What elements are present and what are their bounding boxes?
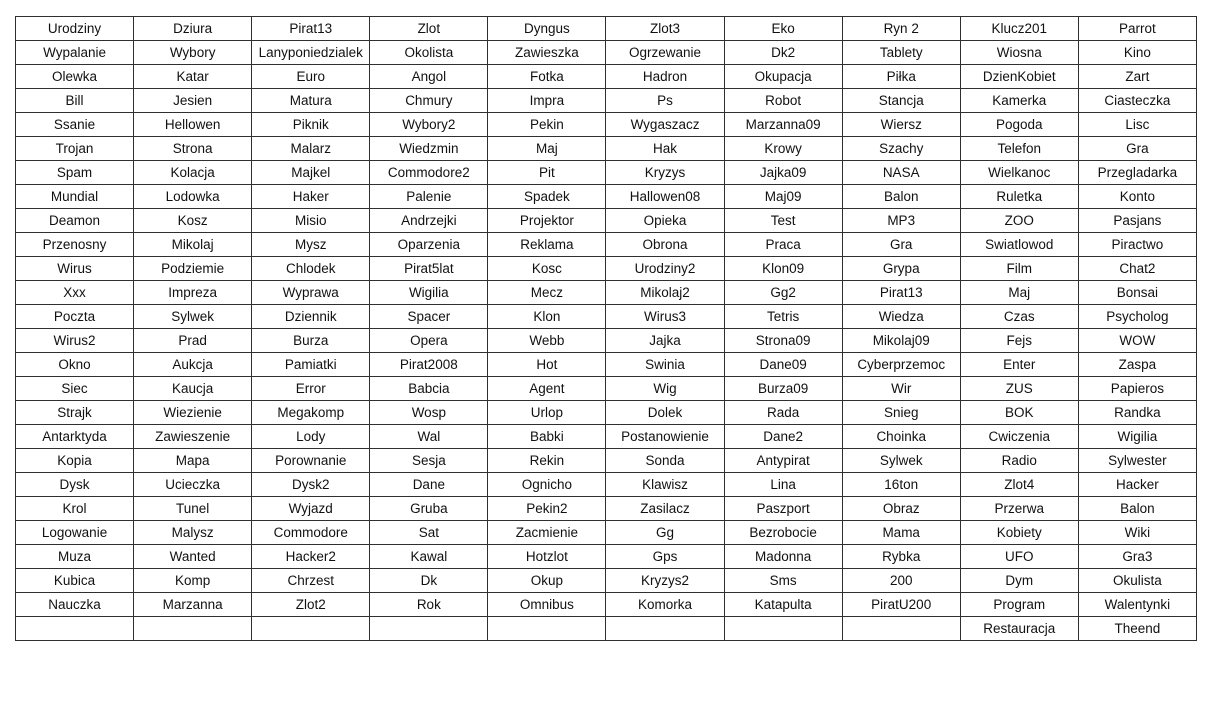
table-cell: Kaucja: [134, 377, 252, 401]
table-cell: Muza: [16, 545, 134, 569]
table-cell: Kobiety: [960, 521, 1078, 545]
table-cell: Sat: [370, 521, 488, 545]
table-cell: Przegladarka: [1078, 161, 1196, 185]
table-cell: Haker: [252, 185, 370, 209]
table-cell: Lisc: [1078, 113, 1196, 137]
table-cell: Praca: [724, 233, 842, 257]
table-cell: Wigilia: [370, 281, 488, 305]
table-cell: Dysk: [16, 473, 134, 497]
table-cell: Lodowka: [134, 185, 252, 209]
table-cell: [252, 617, 370, 641]
table-cell: Trojan: [16, 137, 134, 161]
table-row: [16, 353, 1197, 377]
table-row: [16, 113, 1197, 137]
table-cell: Zlot: [370, 17, 488, 41]
table-cell: Radio: [960, 449, 1078, 473]
table-cell: Chrzest: [252, 569, 370, 593]
table-cell: Program: [960, 593, 1078, 617]
table-cell: Test: [724, 209, 842, 233]
table-cell: Hot: [488, 353, 606, 377]
table-cell: Kawal: [370, 545, 488, 569]
table-cell: Piknik: [252, 113, 370, 137]
table-cell: Ogrzewanie: [606, 41, 724, 65]
table-cell: Bonsai: [1078, 281, 1196, 305]
table-cell: Cyberprzemoc: [842, 353, 960, 377]
table-cell: Okupacja: [724, 65, 842, 89]
table-cell: Wosp: [370, 401, 488, 425]
table-cell: Wybory: [134, 41, 252, 65]
table-cell: Hadron: [606, 65, 724, 89]
table-cell: Wig: [606, 377, 724, 401]
table-cell: Sonda: [606, 449, 724, 473]
table-cell: [488, 617, 606, 641]
table-cell: Randka: [1078, 401, 1196, 425]
table-cell: Marzanna: [134, 593, 252, 617]
table-cell: Andrzejki: [370, 209, 488, 233]
table-cell: Maj: [960, 281, 1078, 305]
table-cell: Impra: [488, 89, 606, 113]
table-cell: Film: [960, 257, 1078, 281]
table-cell: Babcia: [370, 377, 488, 401]
table-cell: Rok: [370, 593, 488, 617]
table-cell: Deamon: [16, 209, 134, 233]
table-cell: DzienKobiet: [960, 65, 1078, 89]
table-cell: Euro: [252, 65, 370, 89]
table-cell: Tunel: [134, 497, 252, 521]
table-cell: Okno: [16, 353, 134, 377]
table-cell: Olewka: [16, 65, 134, 89]
table-cell: Wygaszacz: [606, 113, 724, 137]
table-cell: Wanted: [134, 545, 252, 569]
table-cell: Kryzys2: [606, 569, 724, 593]
table-cell: Katapulta: [724, 593, 842, 617]
table-cell: Obraz: [842, 497, 960, 521]
table-cell: Dziennik: [252, 305, 370, 329]
table-cell: Dane: [370, 473, 488, 497]
table-cell: Burza: [252, 329, 370, 353]
table-cell: Gra3: [1078, 545, 1196, 569]
table-cell: MP3: [842, 209, 960, 233]
table-cell: Jajka09: [724, 161, 842, 185]
table-cell: Ps: [606, 89, 724, 113]
table-cell: Gg: [606, 521, 724, 545]
table-cell: Strona: [134, 137, 252, 161]
table-row: [16, 17, 1197, 41]
table-cell: Balon: [1078, 497, 1196, 521]
table-row: [16, 449, 1197, 473]
table-cell: Piłka: [842, 65, 960, 89]
table-cell: Okulista: [1078, 569, 1196, 593]
table-cell: Dym: [960, 569, 1078, 593]
table-cell: Commodore: [252, 521, 370, 545]
table-cell: Tablety: [842, 41, 960, 65]
word-grid-body: [16, 17, 1197, 641]
table-cell: Wirus: [16, 257, 134, 281]
table-cell: Mikolaj: [134, 233, 252, 257]
table-cell: Postanowienie: [606, 425, 724, 449]
table-cell: Dane2: [724, 425, 842, 449]
table-cell: Wiedza: [842, 305, 960, 329]
table-cell: Palenie: [370, 185, 488, 209]
table-cell: Dziura: [134, 17, 252, 41]
word-grid-table: [15, 16, 1197, 641]
table-cell: Szachy: [842, 137, 960, 161]
table-cell: Wigilia: [1078, 425, 1196, 449]
table-cell: Ruletka: [960, 185, 1078, 209]
table-cell: Pirat5lat: [370, 257, 488, 281]
table-cell: Wiki: [1078, 521, 1196, 545]
table-cell: Fotka: [488, 65, 606, 89]
table-cell: 16ton: [842, 473, 960, 497]
table-cell: Konto: [1078, 185, 1196, 209]
table-cell: NASA: [842, 161, 960, 185]
table-cell: Klucz201: [960, 17, 1078, 41]
table-row: [16, 401, 1197, 425]
table-cell: UFO: [960, 545, 1078, 569]
table-cell: Spacer: [370, 305, 488, 329]
table-cell: Rekin: [488, 449, 606, 473]
table-cell: Zaspa: [1078, 353, 1196, 377]
table-cell: Mapa: [134, 449, 252, 473]
table-row: [16, 185, 1197, 209]
table-cell: Restauracja: [960, 617, 1078, 641]
table-cell: Jajka: [606, 329, 724, 353]
table-cell: Stancja: [842, 89, 960, 113]
table-cell: Komorka: [606, 593, 724, 617]
table-row: [16, 329, 1197, 353]
table-cell: Hellowen: [134, 113, 252, 137]
table-cell: Walentynki: [1078, 593, 1196, 617]
table-cell: Impreza: [134, 281, 252, 305]
table-row: [16, 617, 1197, 641]
table-cell: [370, 617, 488, 641]
table-cell: Ciasteczka: [1078, 89, 1196, 113]
table-cell: Agent: [488, 377, 606, 401]
table-cell: Chat2: [1078, 257, 1196, 281]
table-cell: Pirat2008: [370, 353, 488, 377]
table-cell: Urodziny2: [606, 257, 724, 281]
table-cell: Bill: [16, 89, 134, 113]
table-cell: [134, 617, 252, 641]
table-cell: Papieros: [1078, 377, 1196, 401]
table-cell: Pekin2: [488, 497, 606, 521]
table-cell: Bezrobocie: [724, 521, 842, 545]
table-cell: Madonna: [724, 545, 842, 569]
table-cell: Gruba: [370, 497, 488, 521]
table-cell: Sylwester: [1078, 449, 1196, 473]
table-cell: Kino: [1078, 41, 1196, 65]
table-cell: Opera: [370, 329, 488, 353]
table-cell: Pekin: [488, 113, 606, 137]
table-cell: Dolek: [606, 401, 724, 425]
table-cell: Siec: [16, 377, 134, 401]
table-cell: Balon: [842, 185, 960, 209]
table-row: [16, 545, 1197, 569]
table-cell: Pasjans: [1078, 209, 1196, 233]
table-cell: Sesja: [370, 449, 488, 473]
table-cell: Telefon: [960, 137, 1078, 161]
table-cell: Fejs: [960, 329, 1078, 353]
table-cell: Zlot2: [252, 593, 370, 617]
table-cell: Marzanna09: [724, 113, 842, 137]
table-cell: Okup: [488, 569, 606, 593]
table-cell: Strona09: [724, 329, 842, 353]
table-cell: Oparzenia: [370, 233, 488, 257]
table-row: [16, 137, 1197, 161]
table-row: [16, 425, 1197, 449]
table-cell: Prad: [134, 329, 252, 353]
table-cell: Przerwa: [960, 497, 1078, 521]
table-cell: PiratU200: [842, 593, 960, 617]
table-cell: Hotzlot: [488, 545, 606, 569]
table-cell: Sms: [724, 569, 842, 593]
table-cell: Dane09: [724, 353, 842, 377]
table-row: [16, 89, 1197, 113]
table-cell: Maj09: [724, 185, 842, 209]
table-cell: Lody: [252, 425, 370, 449]
table-cell: Urodziny: [16, 17, 134, 41]
table-row: [16, 161, 1197, 185]
table-cell: Rybka: [842, 545, 960, 569]
table-cell: ZOO: [960, 209, 1078, 233]
table-cell: Urlop: [488, 401, 606, 425]
table-cell: Zasilacz: [606, 497, 724, 521]
table-cell: Zawieszenie: [134, 425, 252, 449]
table-cell: Ryn 2: [842, 17, 960, 41]
table-row: [16, 233, 1197, 257]
table-cell: Zacmienie: [488, 521, 606, 545]
table-row: [16, 209, 1197, 233]
table-cell: Pirat13: [842, 281, 960, 305]
table-cell: Dk2: [724, 41, 842, 65]
table-cell: Kopia: [16, 449, 134, 473]
table-cell: Poczta: [16, 305, 134, 329]
table-cell: Gg2: [724, 281, 842, 305]
table-cell: Eko: [724, 17, 842, 41]
table-cell: Lanyponiedzialek: [252, 41, 370, 65]
table-cell: Wiersz: [842, 113, 960, 137]
table-row: [16, 305, 1197, 329]
table-cell: Pit: [488, 161, 606, 185]
table-cell: Nauczka: [16, 593, 134, 617]
table-cell: Ucieczka: [134, 473, 252, 497]
table-cell: Wirus3: [606, 305, 724, 329]
table-cell: Enter: [960, 353, 1078, 377]
table-cell: Megakomp: [252, 401, 370, 425]
table-cell: Pirat13: [252, 17, 370, 41]
table-cell: [606, 617, 724, 641]
table-cell: Angol: [370, 65, 488, 89]
table-cell: Mama: [842, 521, 960, 545]
table-cell: [724, 617, 842, 641]
table-cell: Projektor: [488, 209, 606, 233]
table-cell: Maj: [488, 137, 606, 161]
table-cell: Wiosna: [960, 41, 1078, 65]
table-cell: Dyngus: [488, 17, 606, 41]
table-cell: Mundial: [16, 185, 134, 209]
table-cell: Ognicho: [488, 473, 606, 497]
table-cell: Hallowen08: [606, 185, 724, 209]
table-row: [16, 521, 1197, 545]
table-cell: Hacker: [1078, 473, 1196, 497]
table-cell: Paszport: [724, 497, 842, 521]
table-cell: Zawieszka: [488, 41, 606, 65]
table-row: [16, 569, 1197, 593]
table-cell: Antarktyda: [16, 425, 134, 449]
table-cell: Burza09: [724, 377, 842, 401]
table-cell: [16, 617, 134, 641]
table-cell: Theend: [1078, 617, 1196, 641]
table-cell: ZUS: [960, 377, 1078, 401]
table-row: [16, 497, 1197, 521]
table-row: [16, 593, 1197, 617]
table-cell: Opieka: [606, 209, 724, 233]
table-row: [16, 473, 1197, 497]
table-cell: Omnibus: [488, 593, 606, 617]
table-cell: Wirus2: [16, 329, 134, 353]
table-cell: Kubica: [16, 569, 134, 593]
table-cell: Klawisz: [606, 473, 724, 497]
table-cell: Commodore2: [370, 161, 488, 185]
table-cell: Mysz: [252, 233, 370, 257]
table-cell: Pamiatki: [252, 353, 370, 377]
table-cell: Spadek: [488, 185, 606, 209]
table-row: [16, 65, 1197, 89]
table-cell: Krowy: [724, 137, 842, 161]
table-cell: Wiedzmin: [370, 137, 488, 161]
table-cell: Strajk: [16, 401, 134, 425]
table-cell: WOW: [1078, 329, 1196, 353]
table-cell: Matura: [252, 89, 370, 113]
table-cell: Katar: [134, 65, 252, 89]
table-cell: Logowanie: [16, 521, 134, 545]
table-cell: Obrona: [606, 233, 724, 257]
table-cell: Mecz: [488, 281, 606, 305]
table-cell: Kosc: [488, 257, 606, 281]
table-cell: Wypalanie: [16, 41, 134, 65]
table-cell: Dysk2: [252, 473, 370, 497]
table-cell: Piractwo: [1078, 233, 1196, 257]
table-cell: Mikolaj09: [842, 329, 960, 353]
table-row: [16, 281, 1197, 305]
table-cell: Kolacja: [134, 161, 252, 185]
table-cell: Hak: [606, 137, 724, 161]
table-cell: Aukcja: [134, 353, 252, 377]
table-cell: Kryzys: [606, 161, 724, 185]
table-cell: Podziemie: [134, 257, 252, 281]
table-cell: Jesien: [134, 89, 252, 113]
table-cell: Gps: [606, 545, 724, 569]
table-cell: Snieg: [842, 401, 960, 425]
table-cell: Cwiczenia: [960, 425, 1078, 449]
table-cell: Malarz: [252, 137, 370, 161]
table-cell: Parrot: [1078, 17, 1196, 41]
table-cell: Wyprawa: [252, 281, 370, 305]
table-cell: Xxx: [16, 281, 134, 305]
table-cell: Antypirat: [724, 449, 842, 473]
table-cell: Zart: [1078, 65, 1196, 89]
table-cell: Mikolaj2: [606, 281, 724, 305]
table-cell: Sylwek: [134, 305, 252, 329]
table-cell: Komp: [134, 569, 252, 593]
table-cell: Klon: [488, 305, 606, 329]
table-cell: Gra: [1078, 137, 1196, 161]
table-cell: Gra: [842, 233, 960, 257]
table-cell: Tetris: [724, 305, 842, 329]
table-cell: Krol: [16, 497, 134, 521]
table-cell: Robot: [724, 89, 842, 113]
table-cell: Pogoda: [960, 113, 1078, 137]
table-cell: Spam: [16, 161, 134, 185]
table-cell: Psycholog: [1078, 305, 1196, 329]
table-cell: Chlodek: [252, 257, 370, 281]
table-cell: Wyjazd: [252, 497, 370, 521]
table-cell: Wal: [370, 425, 488, 449]
table-cell: Grypa: [842, 257, 960, 281]
table-cell: Wiezienie: [134, 401, 252, 425]
table-cell: Zlot3: [606, 17, 724, 41]
table-cell: Webb: [488, 329, 606, 353]
table-cell: Reklama: [488, 233, 606, 257]
table-cell: Wir: [842, 377, 960, 401]
table-cell: Zlot4: [960, 473, 1078, 497]
table-cell: Kosz: [134, 209, 252, 233]
table-cell: Choinka: [842, 425, 960, 449]
table-cell: [842, 617, 960, 641]
table-cell: Misio: [252, 209, 370, 233]
table-cell: Rada: [724, 401, 842, 425]
table-cell: 200: [842, 569, 960, 593]
table-row: [16, 377, 1197, 401]
table-cell: Sylwek: [842, 449, 960, 473]
table-cell: Dk: [370, 569, 488, 593]
table-cell: Chmury: [370, 89, 488, 113]
table-cell: Swiatlowod: [960, 233, 1078, 257]
table-cell: Czas: [960, 305, 1078, 329]
table-cell: Klon09: [724, 257, 842, 281]
table-cell: Malysz: [134, 521, 252, 545]
table-cell: Porownanie: [252, 449, 370, 473]
table-cell: Lina: [724, 473, 842, 497]
table-cell: BOK: [960, 401, 1078, 425]
table-cell: Hacker2: [252, 545, 370, 569]
table-cell: Kamerka: [960, 89, 1078, 113]
table-cell: Przenosny: [16, 233, 134, 257]
table-cell: Babki: [488, 425, 606, 449]
table-row: [16, 41, 1197, 65]
table-cell: Error: [252, 377, 370, 401]
table-cell: Wielkanoc: [960, 161, 1078, 185]
table-cell: Okolista: [370, 41, 488, 65]
table-cell: Ssanie: [16, 113, 134, 137]
table-cell: Swinia: [606, 353, 724, 377]
table-cell: Majkel: [252, 161, 370, 185]
table-cell: Wybory2: [370, 113, 488, 137]
table-row: [16, 257, 1197, 281]
